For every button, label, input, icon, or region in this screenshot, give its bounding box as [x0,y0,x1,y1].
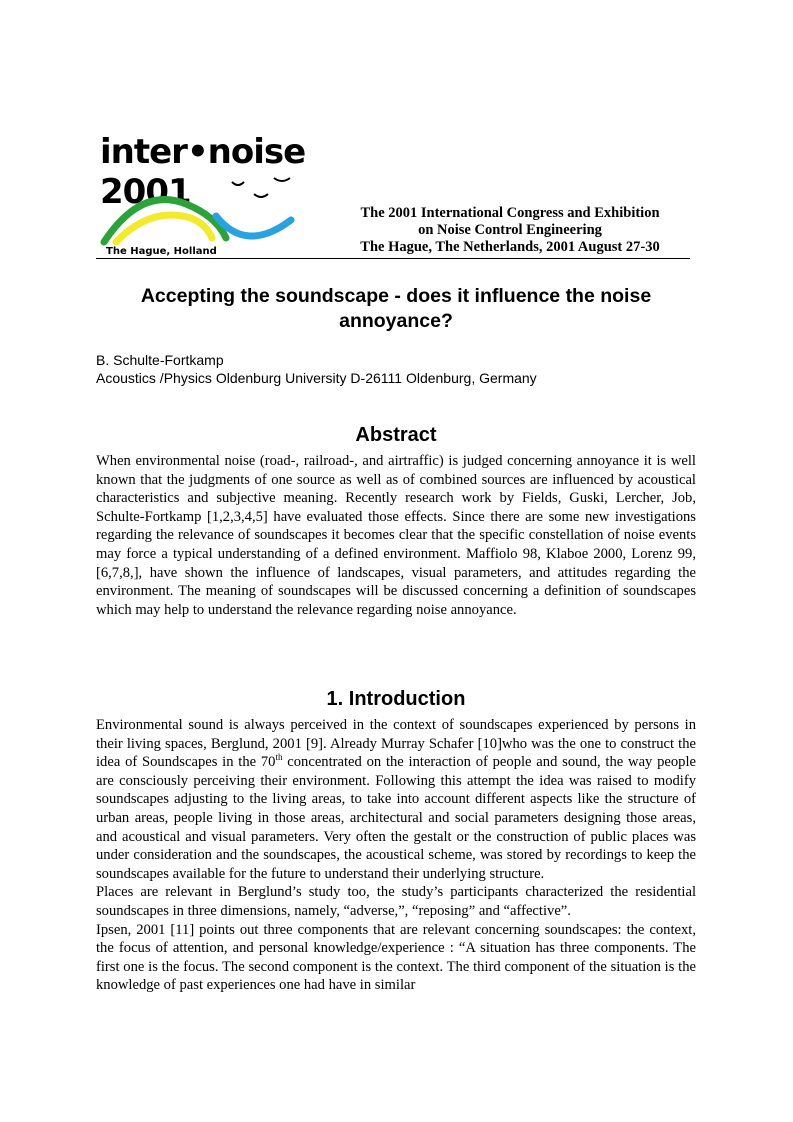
conference-line-1: The 2001 International Congress and Exhibition [360,205,660,221]
author-affiliation: Acoustics /Physics Oldenburg University D-26111 Oldenburg, Germany [96,370,537,386]
intro-paragraph-2: Places are relevant in Berglund’s study too, the study’s participants characterized the residential soundscapes in three dimensions, namely, “adverse,”, “reposing” and “affective”. [96,884,696,919]
sound-wave-icon [96,176,336,248]
conference-line-3: The Hague, The Netherlands, 2001 August 27-30 [360,239,660,255]
conference-line-2: on Noise Control Engineering [418,222,602,238]
intro-paragraph-1: Environmental sound is always perceived in the context of soundscapes experienced by persons in their living spaces, Berglund, 2001 [9]. Already Murray Schafer [10]who was the one to construct the idea of Soundscapes in the 70th concentrated on the interaction of people and sound, the way people are consciously perceiving their environment. Following this attempt the idea was raised to modify soundscapes adjusting to the living areas, to take into account different aspects like the structure of urban areas, people living in those areas, architectural and social parameters designing those areas, and acoustical and visual parameters. Very often the gestalt or the construction of public places was under consideration and the soundscapes, the acoustical scheme, was stored by recordings to keep the soundscapes available for the future to understand their underlying structure. [96,717,697,882]
header-divider [96,258,690,259]
logo-subtitle: The Hague, Holland [106,246,217,257]
introduction-heading: 1. Introduction [326,688,466,710]
paper-title: Accepting the soundscape - does it influence the noise annoyance? [140,285,652,332]
logo-wordmark: inter•noise 2001 [100,132,306,212]
intro-paragraph-3: Ipsen, 2001 [11] points out three components that are relevant concerning soundscapes: the context, the focus of attention, and personal knowledge/experience : “A situation has three components. The first one is the focus. The second component is the context. The third component of the situation is the knowledge of past experiences one had have in similar [96,921,696,994]
author-name: B. Schulte-Fortkamp [96,352,224,368]
abstract-heading: Abstract [355,424,437,446]
author-block [96,351,537,387]
conference-logo [96,132,336,262]
conference-info [330,205,690,256]
introduction-body [96,716,696,995]
superscript: th [275,752,283,763]
abstract-text: When environmental noise (road-, railroad-, and airtraffic) is judged concerning annoyance it is well known that the judgments of one source as well as of combined sources are influenced by acoustical characteristics and subjective meaning. Recently research work by Fields, Guski, Lercher, Job, Schulte-Fortkamp [1,2,3,4,5] have evaluated those effects. Since there are some new investigations regarding the relevance of soundscapes it becomes clear that the specific constellation of noise events may force a typical understanding of a defined environment. Maffiolo 98, Klaboe 2000, Lorenz 99, [6,7,8,], have shown the influence of landscapes, visual parameters, and attitudes regarding the environment. The meaning of soundscapes will be discussed concerning a definition of soundscapes which may help to understand the relevance regarding noise annoyance. [96,453,696,618]
